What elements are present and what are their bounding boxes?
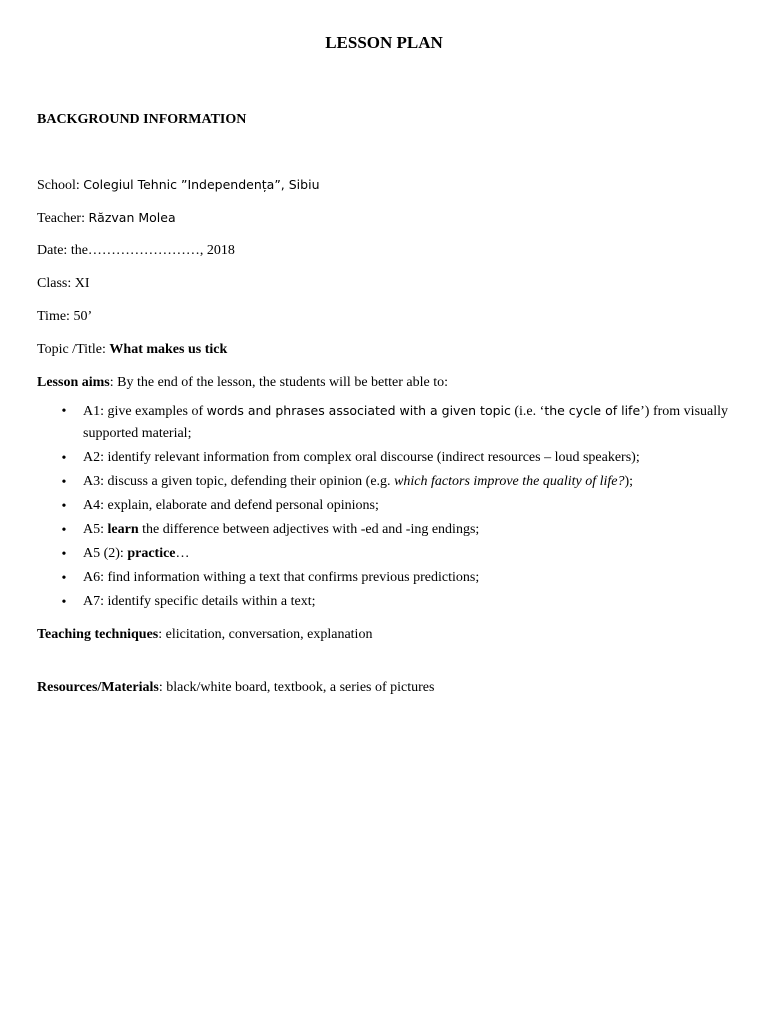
topic-value: What makes us tick [109, 342, 228, 357]
aim-a2: A2: identify relevant information from complex oral discourse (indirect resources – loud speakers); [83, 450, 640, 465]
resources-line [37, 680, 434, 696]
teacher-label: Teacher: [37, 211, 89, 226]
aims-intro: : By the end of the lesson, the students will be better able to: [109, 375, 448, 390]
date-label: Date: the [37, 243, 88, 258]
time-value: 50’ [73, 309, 93, 324]
time-label: Time: [37, 309, 74, 324]
school-line [37, 177, 320, 194]
aims-label: Lesson aims [37, 375, 110, 390]
bullet-icon: • [61, 451, 67, 466]
aim-a5 [83, 519, 479, 541]
resources-label: Resources/Materials [37, 680, 159, 695]
resources-value: : black/white board, textbook, a series of pictures [158, 680, 435, 695]
bullet-icon: • [61, 475, 67, 490]
date-line [37, 243, 235, 259]
class-value: XI [74, 276, 90, 291]
page-title: LESSON PLAN [325, 33, 443, 52]
aim-a5b [83, 543, 190, 565]
aim-a1-end: ’) from visually [640, 404, 729, 419]
aim-a3-end: ); [624, 474, 634, 489]
teacher-line [37, 210, 176, 227]
aim-a1-line2: supported material; [83, 426, 192, 441]
aim-a1 [83, 400, 728, 423]
time-line [37, 309, 92, 325]
bullet-icon: • [61, 404, 67, 419]
aim-a1-mid: (i.e. ‘ [510, 404, 545, 419]
aim-a6: A6: find information withing a text that confirms previous predictions; [83, 570, 480, 585]
aim-a3-example: which factors improve the quality of life? [394, 474, 625, 489]
techniques-value: : elicitation, conversation, explanation [158, 627, 373, 642]
aim-a4: A4: explain, elaborate and defend personal opinions; [83, 498, 379, 513]
aim-a7: A7: identify specific details within a text; [83, 594, 316, 609]
techniques-label: Teaching techniques [37, 627, 159, 642]
aim-a5b-verb: practice [127, 546, 176, 561]
teacher-value: Răzvan Molea [88, 210, 176, 225]
bullet-icon: • [61, 547, 67, 562]
date-dots: …………………… [87, 243, 200, 258]
aim-a5-prefix: A5: [83, 522, 108, 537]
aim-a1-phrase: words and phrases associated with a given topic [206, 403, 511, 418]
class-label: Class: [37, 276, 75, 291]
topic-label: Topic /Title: [37, 342, 110, 357]
bullet-icon: • [61, 595, 67, 610]
school-value: Colegiul Tehnic ”Independența”, Sibiu [83, 177, 320, 192]
bullet-icon: • [61, 571, 67, 586]
aim-a1-example: the cycle of life [544, 403, 641, 418]
aim-a5-verb: learn [107, 522, 139, 537]
aim-a5-end: the difference between adjectives with -ed and -ing endings; [138, 522, 480, 537]
aim-a3-prefix: A3: discuss a given topic, defending their opinion (e.g. [83, 474, 395, 489]
aim-a5b-end: … [175, 546, 190, 561]
date-value: , 2018 [199, 243, 235, 258]
bullet-icon: • [61, 523, 67, 538]
techniques-line [37, 627, 372, 643]
aim-a5b-prefix: A5 (2): [83, 546, 128, 561]
aim-a1-prefix: A1: give examples of [83, 404, 207, 419]
aim-a3 [83, 471, 633, 493]
school-label: School: [37, 178, 84, 193]
class-line [37, 276, 90, 292]
topic-line [37, 342, 227, 358]
aims-line [37, 375, 448, 391]
bullet-icon: • [61, 499, 67, 514]
section-heading: BACKGROUND INFORMATION [37, 112, 247, 127]
